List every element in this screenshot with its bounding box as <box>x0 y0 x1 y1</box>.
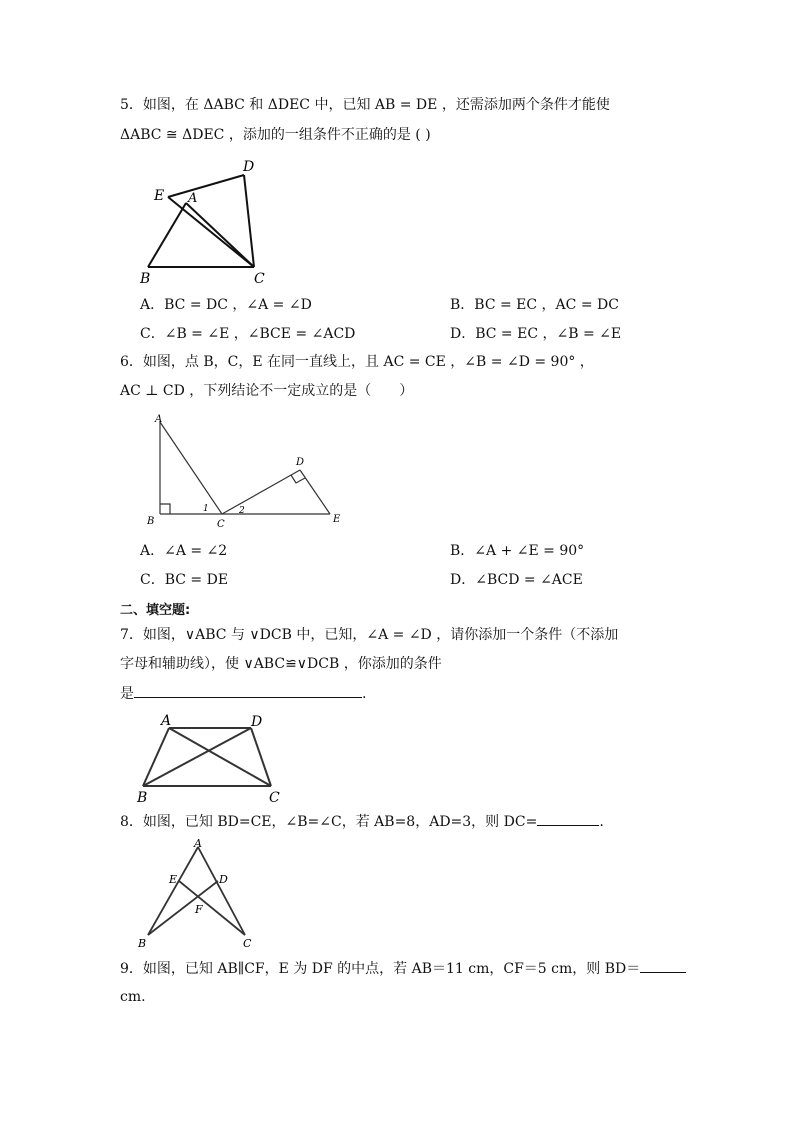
q7-answer-prefix: 是 <box>120 686 134 702</box>
q5-figure <box>140 155 280 290</box>
q6-label-E: E <box>333 514 341 525</box>
q8-text-line1 <box>120 811 604 832</box>
q6-angle-1-label: 1 <box>203 504 209 514</box>
q6-angle-2-label: 2 <box>239 506 245 516</box>
q8-label-A: A <box>194 837 202 850</box>
q8-label-B: B <box>138 937 147 950</box>
q9-text-line1 <box>120 958 686 979</box>
q7-text-line2: 字母和辅助线），使 ∨ABC≌∨DCB ，你添加的条件 <box>120 656 442 672</box>
q5-option-c: C．∠B = ∠E ，∠BCE = ∠ACD <box>140 326 356 342</box>
q6-option-d: D．∠BCD = ∠ACE <box>450 572 583 588</box>
q6-label-A: A <box>155 414 163 425</box>
q6-text-line2: AC ⊥ CD ，下列结论不一定成立的是（ ） <box>120 383 414 399</box>
q9-answer-blank[interactable] <box>640 958 686 973</box>
q6-option-a: A．∠A = ∠2 <box>140 543 228 559</box>
q5-label-A: A <box>188 191 198 206</box>
q7-label-C: C <box>269 790 280 806</box>
q8-label-F: F <box>195 903 203 916</box>
q6-option-c: C．BC = DE <box>140 572 229 588</box>
q6-option-b: B．∠A + ∠E = 90° <box>450 543 585 559</box>
q5-label-D: D <box>243 159 255 175</box>
q6-text-line1: 6．如图，点 B，C，E 在同一直线上，且 AC = CE ，∠B = ∠D = 90° ， <box>120 354 594 370</box>
q5-label-B: B <box>140 271 151 287</box>
q8-figure <box>135 835 260 955</box>
section-heading: 二、填空题: <box>120 603 191 618</box>
q6-figure <box>145 410 350 530</box>
q5-text-line2: ΔABC ≅ ΔDEC ，添加的一组条件不正确的是 ( ) <box>120 127 431 143</box>
q7-text-line1: 7．如图，∨ABC 与 ∨DCB 中，已知，∠A = ∠D ，请你添加一个条件（不添加 <box>120 627 619 643</box>
q8-answer-suffix: . <box>599 814 604 830</box>
q7-figure <box>135 710 290 805</box>
q8-label-E: E <box>169 873 178 886</box>
q8-answer-blank[interactable] <box>537 811 599 826</box>
q5-label-C: C <box>254 271 265 287</box>
q8-question-text: 8．如图，已知 BD=CE，∠B=∠C，若 AB=8，AD=3，则 DC= <box>120 814 538 830</box>
q6-label-D: D <box>296 457 305 468</box>
q9-text-line2: cm. <box>120 989 146 1005</box>
q8-label-C: C <box>243 937 252 950</box>
q6-label-B: B <box>147 516 155 527</box>
q7-text-line3 <box>120 683 366 704</box>
q7-label-D: D <box>251 714 263 730</box>
q7-answer-suffix: . <box>362 686 367 702</box>
q5-option-a: A．BC = DC ，∠A = ∠D <box>140 297 312 313</box>
q6-label-C: C <box>217 519 225 530</box>
q5-option-b: B．BC = EC ，AC = DC <box>450 297 619 313</box>
q5-text-line1: 5．如图，在 ΔABC 和 ΔDEC 中，已知 AB = DE ，还需添加两个条件才能使 <box>120 97 610 113</box>
q7-answer-blank[interactable] <box>134 683 362 698</box>
q5-option-d: D．BC = EC ，∠B = ∠E <box>450 326 622 342</box>
q8-label-D: D <box>219 873 228 886</box>
q5-label-E: E <box>154 188 165 204</box>
q7-label-B: B <box>137 790 148 806</box>
q9-question-text: 9．如图，已知 AB∥CF，E 为 DF 的中点，若 AB＝11 cm，CF＝5 cm，则 BD＝ <box>120 961 641 977</box>
q7-label-A: A <box>161 713 172 729</box>
